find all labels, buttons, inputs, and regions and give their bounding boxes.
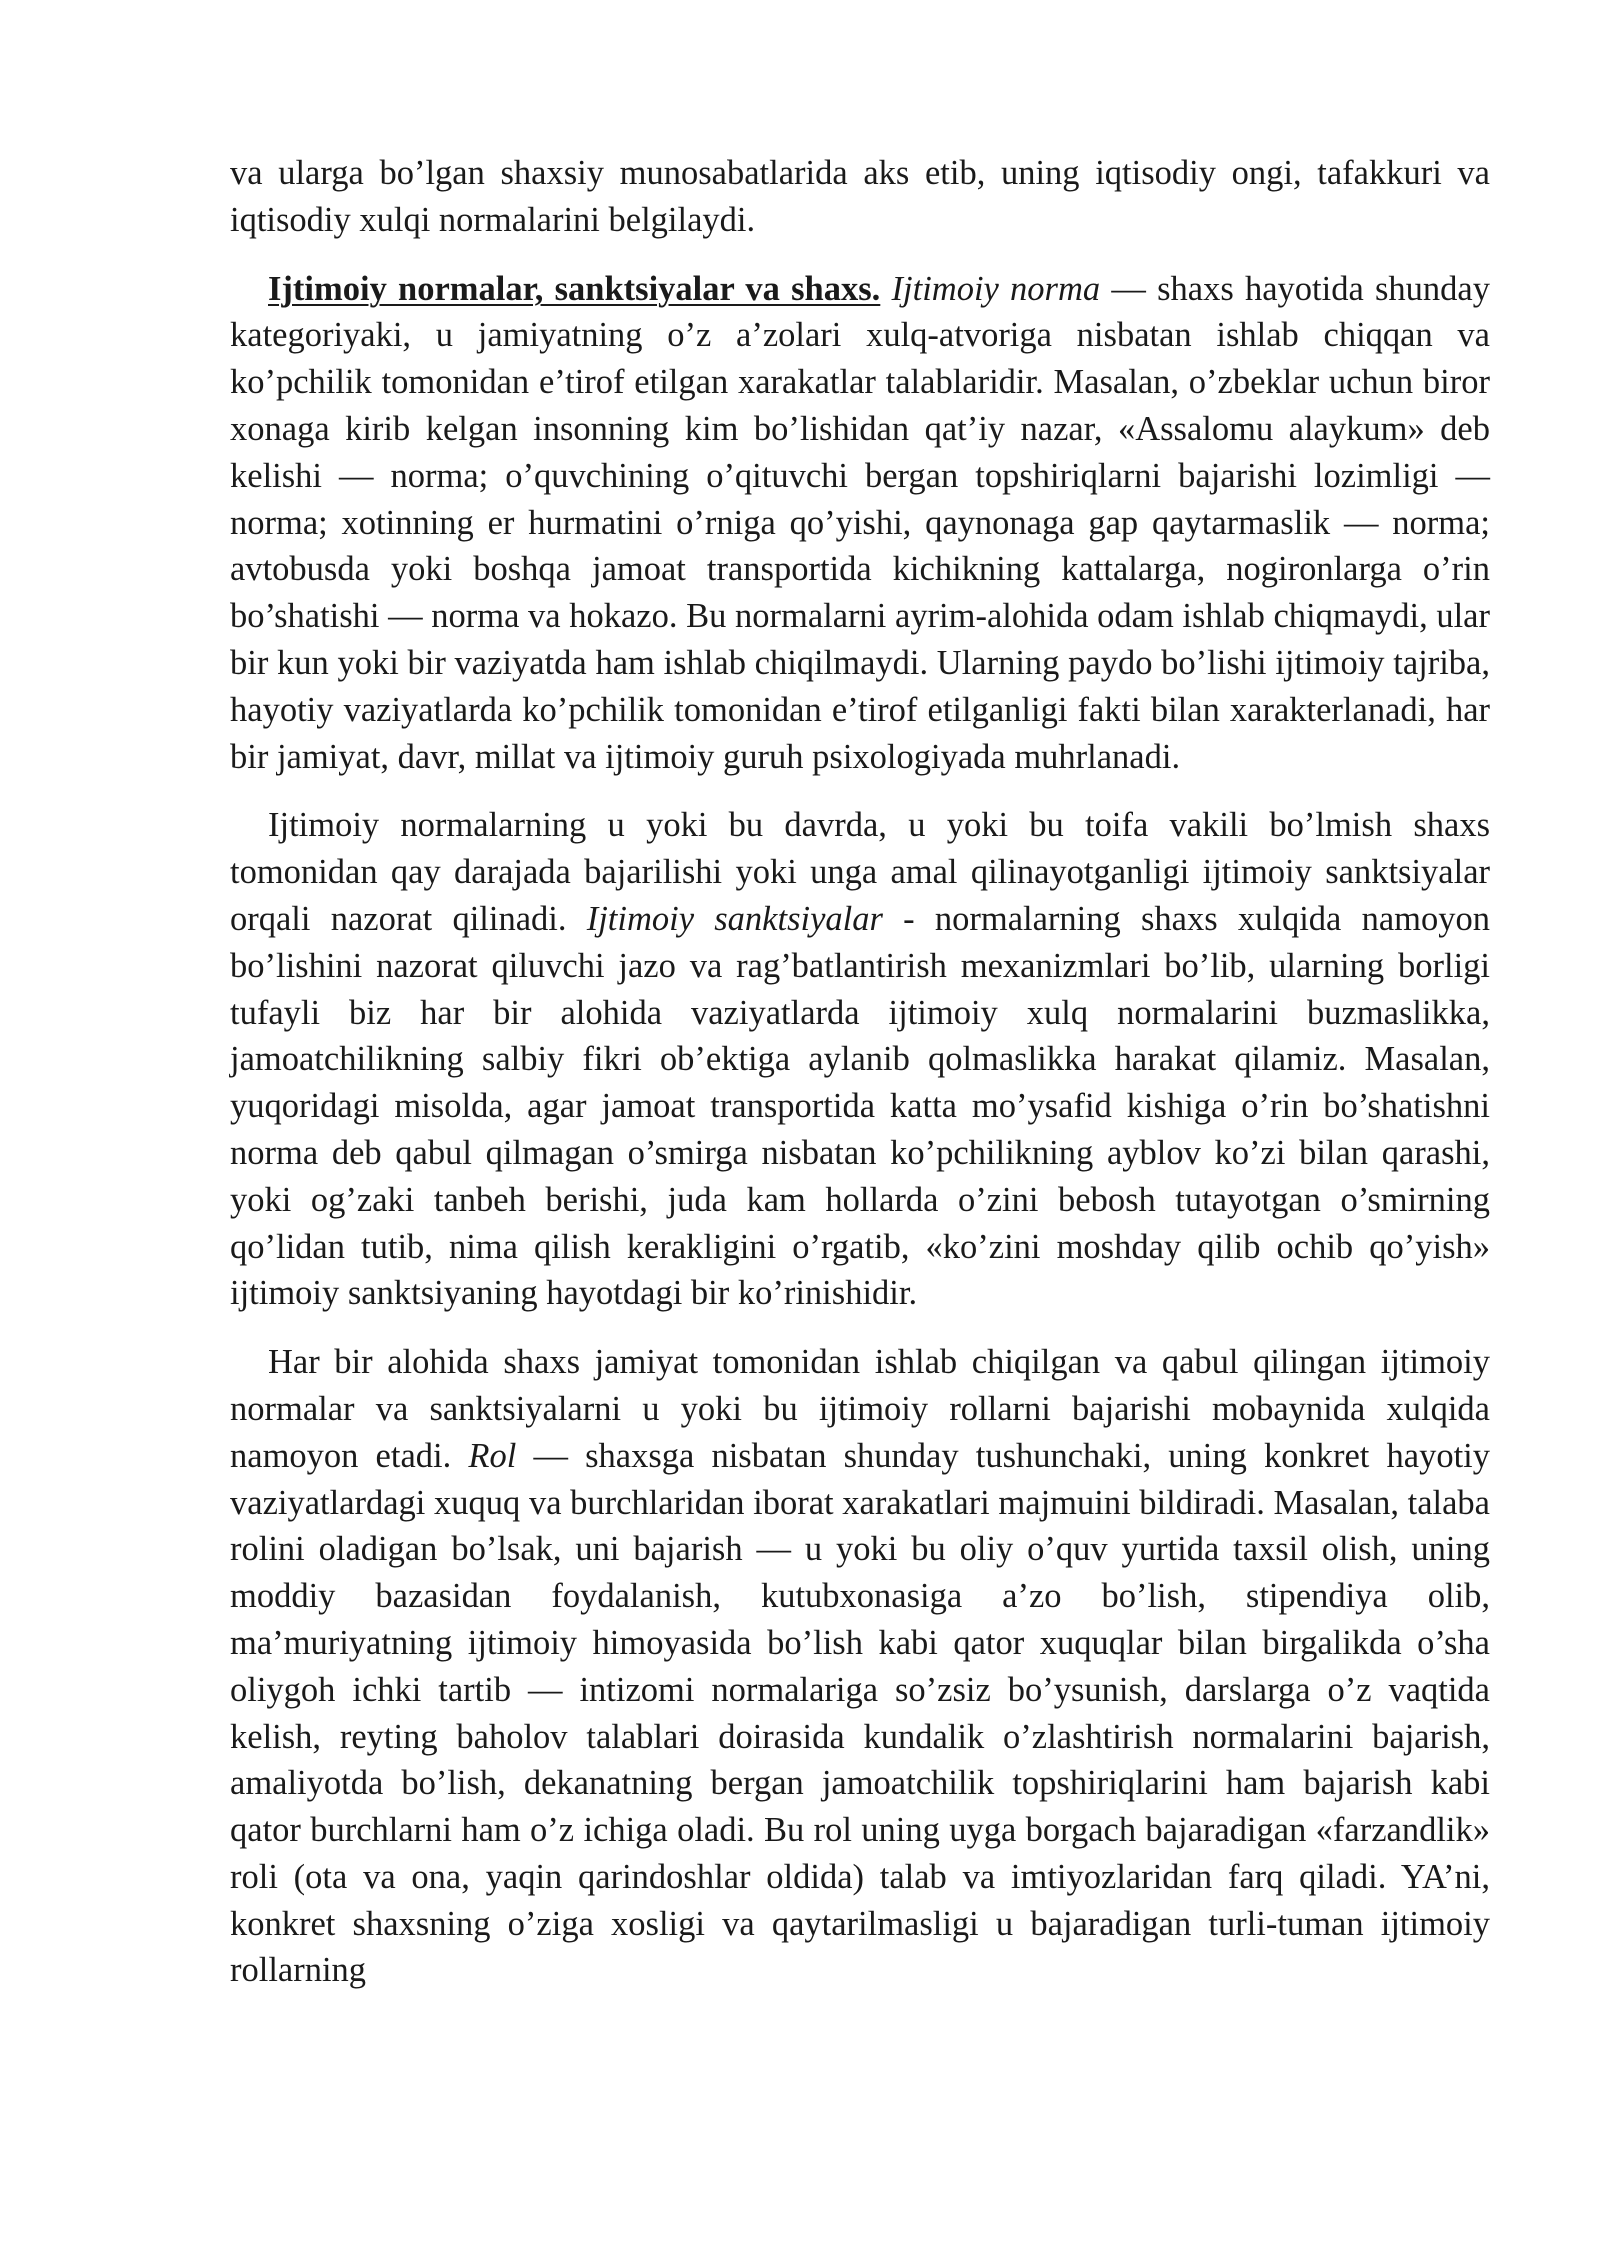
paragraph-role	[230, 1339, 1490, 1994]
term-social-norm: Ijtimoiy norma	[891, 269, 1101, 308]
paragraph-social-norms	[230, 266, 1490, 781]
paragraph-text: va ularga bo’lgan shaxsiy munosabatlarida aks etib, uning iqtisodiy ongi, tafakkuri va iqtisodiy xulqi normalarini belgilaydi.	[230, 154, 1490, 239]
section-heading: Ijtimoiy normalar, sanktsiyalar va shaxs.	[268, 269, 881, 308]
term-role: Rol	[468, 1436, 517, 1475]
paragraph-text-after: — shaxsga nisbatan shunday tushunchaki, uning konkret hayotiy vaziyatlardagi xuquq va burchlaridan iborat xarakatlari majmuini bildiradi. Masalan, talaba rolini oladigan bo’lsak, uni bajarish — u yoki bu oliy o’quv yurtida taxsil olish, uning moddiy bazasidan foydalanish, kutubxonasiga a’zo bo’lish, stipendiya olib, ma’muriyatning ijtimoiy himoyasida bo’lish kabi qator xuquqlar bilan birgalikda o’sha oliygoh ichki tartib — intizomi normalariga so’zsiz bo’ysunish, darslarga o’z vaqtida kelish, reyting baholov talablari doirasida kundalik o’zlashtirish normalarini bajarish, amaliyotda bo’lish, dekanatning bergan jamoatchilik topshiriqlarini ham bajarish kabi qator burchlarni ham o’z ichiga oladi. Bu rol uning uyga borgach bajaradigan «farzandlik» roli (ota va ona, yaqin qarindoshlar oldida) talab va imtiyozlaridan farq qiladi. YA’ni, konkret shaxsning o’ziga xosligi va qaytarilmasligi u bajaradigan turli-tuman ijtimoiy rollarning	[230, 1436, 1490, 1990]
paragraph-text-after: - normalarning shaxs xulqida namoyon bo’lishini nazorat qiluvchi jazo va rag’batlantirish mexanizmlari bo’lib, ularning borligi tufayli biz har bir alohida vaziyatlarda ijtimoiy xulq normalarini buzmaslikka, jamoatchilikning salbiy fikri ob’ektiga aylanib qolmaslikka harakat qilamiz. Masalan, yuqoridagi misolda, agar jamoat transportida katta mo’ysafid kishiga o’rin bo’shatishni norma deb qabul qilmagan o’smirga nisbatan ko’pchilikning ayblov ko’zi bilan qarashi, yoki og’zaki tanbeh berishi, juda kam hollarda o’zini bebosh tutayotgan o’smirning qo’lidan tutib, nima qilish kerakligini o’rgatib, «ko’zini moshday qilib ochib qo’yish» ijtimoiy sanktsiyaning hayotdagi bir ko’rinishidir.	[230, 899, 1490, 1313]
paragraph-text-before: Ijtimoiy normalarning u yoki bu davrda, u yoki bu toifa vakili bo’lmish shaxs tomonidan qay darajada bajarilishi yoki unga amal qilinayotganligi ijtimoiy sanktsiyalar orqali nazorat qilinadi.	[230, 806, 1490, 938]
paragraph-social-sanctions	[230, 802, 1490, 1317]
paragraph-text-before: Har bir alohida shaxs jamiyat tomonidan ishlab chiqilgan va qabul qilingan ijtimoiy normalar va sanktsiyalarni u yoki bu ijtimoiy rollarni bajarishi mobaynida xulqida namoyon etadi.	[230, 1343, 1490, 1475]
paragraph-continuation	[230, 150, 1490, 244]
document-page	[230, 150, 1490, 2016]
paragraph-text: — shaxs hayotida shunday kategoriyaki, u jamiyatning o’z a’zolari xulq-atvoriga nisbatan ishlab chiqqan va ko’pchilik tomonidan e’tirof etilgan xarakatlar talablaridir. Masalan, o’zbeklar uchun biror xonaga kirib kelgan insonning kim bo’lishidan qat’iy nazar, «Assalomu alaykum» deb kelishi — norma; o’quvchining o’qituvchi bergan topshiriqlarni bajarishi lozimligi — norma; xotinning er hurmatini o’rniga qo’yishi, qaynonaga gap qaytarmaslik — norma; avtobusda yoki boshqa jamoat transportida kichikning kattalarga, nogironlarga o’rin bo’shatishi — norma va hokazo. Bu normalarni ayrim-alohida odam ishlab chiqmaydi, ular bir kun yoki bir vaziyatda ham ishlab chiqilmaydi. Ularning paydo bo’lishi ijtimoiy tajriba, hayotiy vaziyatlarda ko’pchilik tomonidan e’tirof etilganligi fakti bilan xarakterlanadi, har bir jamiyat, davr, millat va ijtimoiy guruh psixologiyada muhrlanadi.	[230, 269, 1490, 776]
term-social-sanctions: Ijtimoiy sanktsiyalar	[586, 899, 883, 938]
